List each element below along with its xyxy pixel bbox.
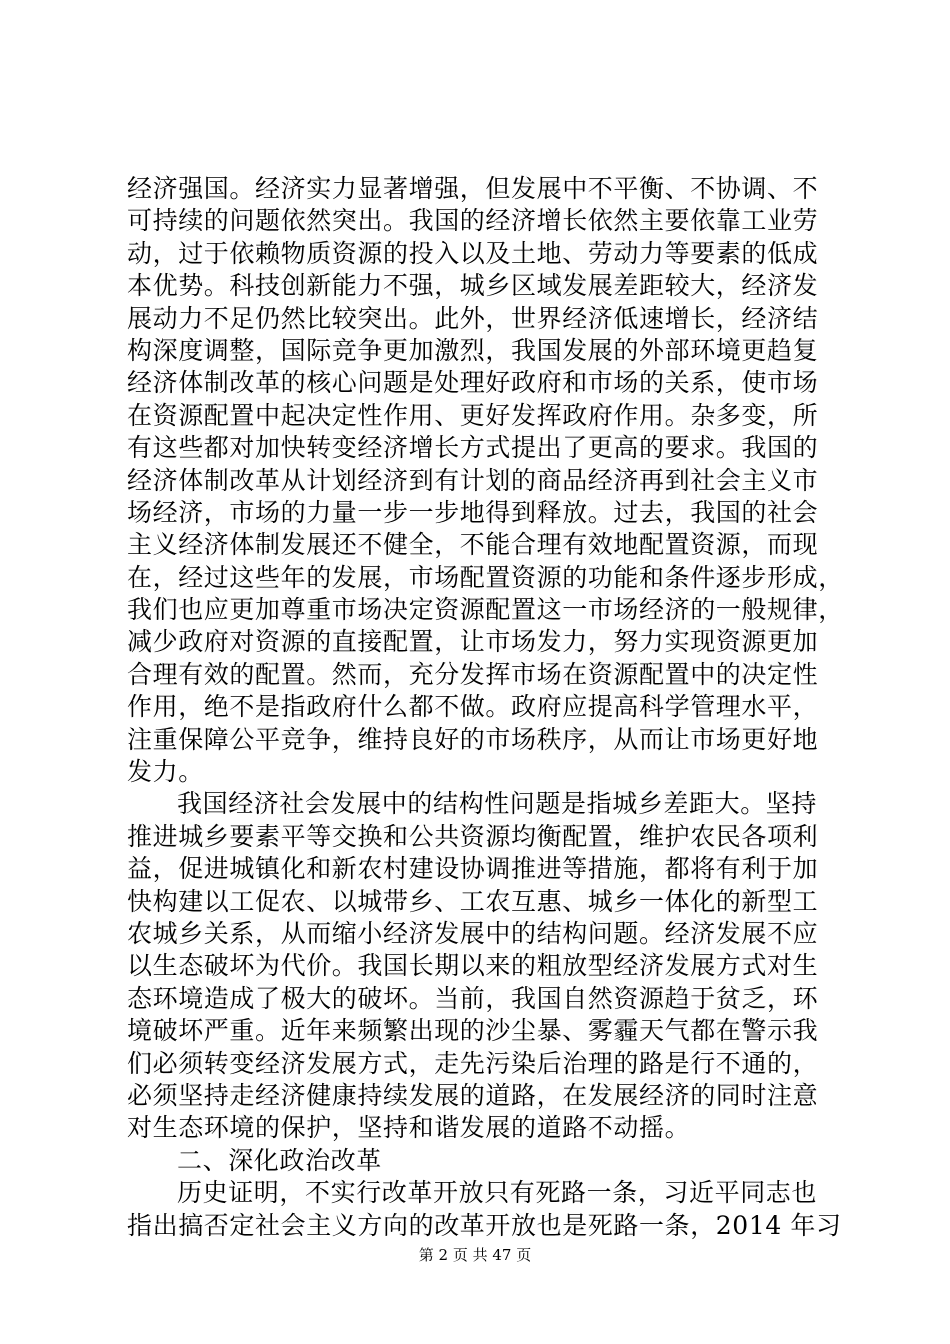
- text-line: 减少政府对资源的直接配置，让市场发力，努力实现资源更加: [127, 627, 819, 657]
- section-heading: [127, 1145, 832, 1177]
- section-heading-text: 二、深化政治改革: [177, 1145, 382, 1175]
- paragraph-economy-system: [127, 173, 844, 788]
- paragraph-structural-issues: [127, 788, 832, 1144]
- text-line: 有这些都对加快转变经济增长方式提出了更高的要求。我国的: [127, 433, 819, 463]
- text-line: 经济体制改革的核心问题是处理好政府和市场的关系，使市场: [127, 368, 819, 398]
- text-line: 场经济，市场的力量一步一步地得到释放。过去，我国的社会: [127, 497, 819, 527]
- text-line: 在资源配置中起决定性作用、更好发挥政府作用。杂多变，所: [127, 400, 819, 430]
- text-line: 必须坚持走经济健康持续发展的道路，在发展经济的同时注意: [127, 1080, 819, 1110]
- text-line: 合理有效的配置。然而，充分发挥市场在资源配置中的决定性: [127, 659, 819, 689]
- text-line: 构深度调整，国际竞争更加激烈，我国发展的外部环境更趋复: [127, 335, 819, 365]
- text-line: 发力。: [127, 757, 204, 787]
- text-line: 指出搞否定社会主义方向的改革开放也是死路一条，2014 年习: [127, 1210, 842, 1240]
- text-line: 作用，绝不是指政府什么都不做。政府应提高科学管理水平，: [127, 692, 819, 722]
- text-line: 对生态环境的保护，坚持和谐发展的道路不动摇。: [127, 1113, 691, 1143]
- text-line: 注重保障公平竞争，维持良好的市场秩序，从而让市场更好地: [127, 724, 819, 754]
- text-line: 历史证明，不实行改革开放只有死路一条，习近平同志也: [177, 1178, 818, 1208]
- text-line: 境破坏严重。近年来频繁出现的沙尘暴、雾霾天气都在警示我: [127, 1016, 819, 1046]
- text-line: 可持续的问题依然突出。我国的经济增长依然主要依靠工业劳: [127, 206, 819, 236]
- text-line: 们必须转变经济发展方式，走先污染后治理的路是行不通的，: [127, 1048, 819, 1078]
- text-line: 动，过于依赖物质资源的投入以及土地、劳动力等要素的低成: [127, 238, 819, 268]
- text-line: 展动力不足仍然比较突出。此外，世界经济低速增长，经济结: [127, 303, 819, 333]
- text-line: 经济强国。经济实力显著增强，但发展中不平衡、不协调、不: [127, 174, 819, 203]
- text-line: 在，经过这些年的发展，市场配置资源的功能和条件逐步形成，: [127, 562, 844, 592]
- text-line: 以生态破坏为代价。我国长期以来的粗放型经济发展方式对生: [127, 951, 819, 981]
- page-number-footer: 第 2 页 共 47 页: [418, 1246, 532, 1264]
- text-line: 推进城乡要素平等交换和公共资源均衡配置，维护农民各项利: [127, 821, 819, 851]
- paragraph-history: [127, 1177, 842, 1242]
- text-line: 农城乡关系，从而缩小经济发展中的结构问题。经济发展不应: [127, 918, 819, 948]
- text-line: 我国经济社会发展中的结构性问题是指城乡差距大。坚持: [177, 789, 818, 819]
- text-line: 主义经济体制发展还不健全，不能合理有效地配置资源，而现: [127, 530, 819, 560]
- text-line: 快构建以工促农、以城带乡、工农互惠、城乡一体化的新型工: [127, 886, 819, 916]
- text-line: 经济体制改革从计划经济到有计划的商品经济再到社会主义市: [127, 465, 819, 495]
- text-line: 态环境造成了极大的破坏。当前，我国自然资源趋于贫乏，环: [127, 983, 819, 1013]
- document-body: [127, 173, 844, 1242]
- text-line: 益，促进城镇化和新农村建设协调推进等措施，都将有利于加: [127, 854, 819, 884]
- text-line: 本优势。科技创新能力不强，城乡区域发展差距较大，经济发: [127, 271, 819, 301]
- text-line: 我们也应更加尊重市场决定资源配置这一市场经济的一般规律，: [127, 595, 844, 625]
